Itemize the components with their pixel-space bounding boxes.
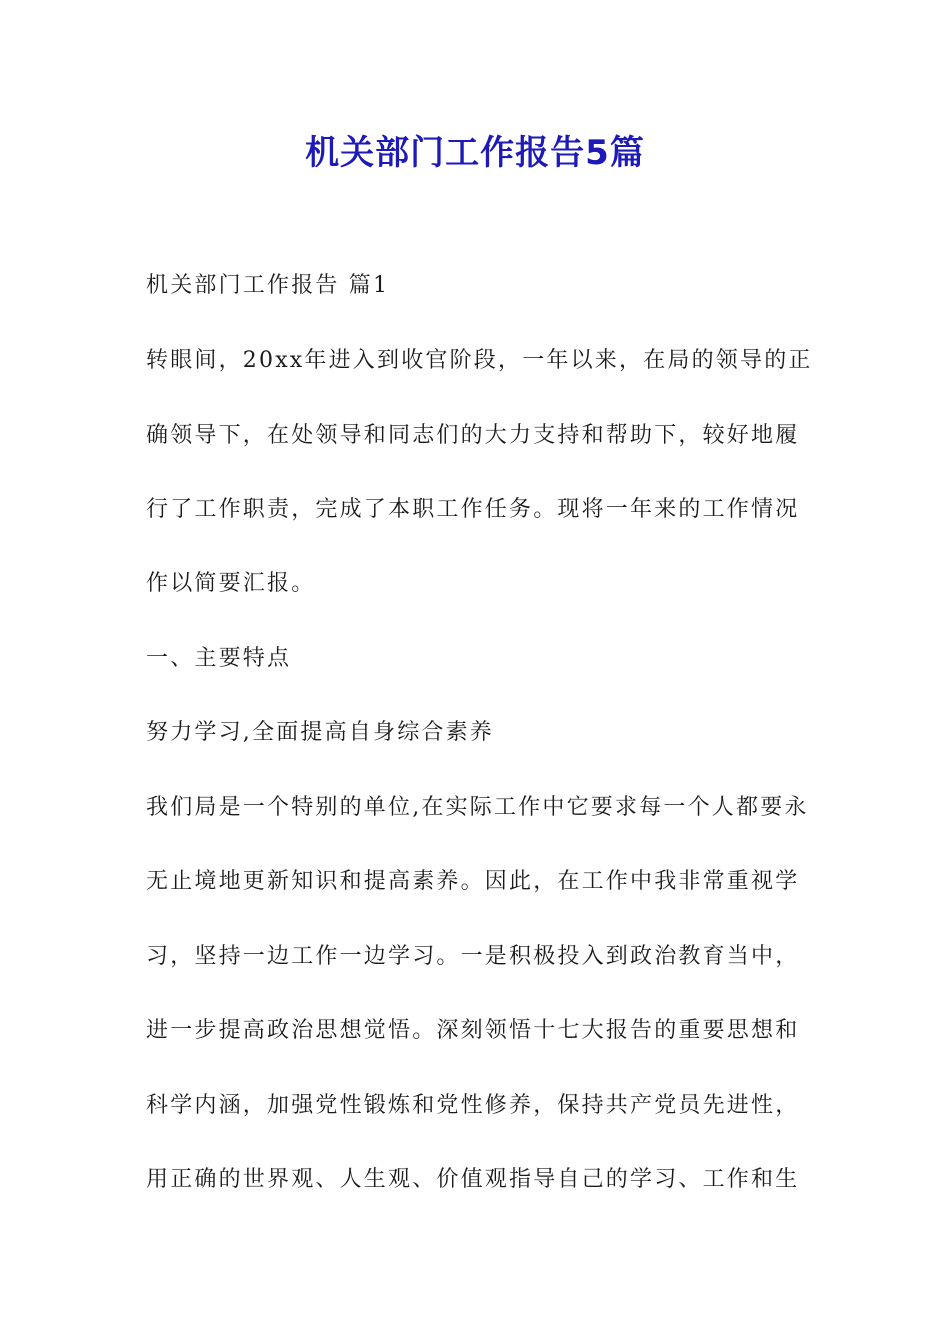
document-title: 机关部门工作报告5篇 (305, 133, 645, 173)
paragraph-line: 无止境地更新知识和提高素养。因此，在工作中我非常重视学 (146, 869, 800, 894)
paragraph-line: 进一步提高政治思想觉悟。深刻领悟十七大报告的重要思想和 (146, 1018, 800, 1043)
paragraph-line: 行了工作职责，完成了本职工作任务。现将一年来的工作情况 (146, 497, 800, 522)
paragraph-line: 用正确的世界观、人生观、价值观指导自己的学习、工作和生 (146, 1167, 800, 1192)
paragraph-line: 确领导下，在处领导和同志们的大力支持和帮助下，较好地履 (146, 423, 800, 448)
paragraph-line: 习，坚持一边工作一边学习。一是积极投入到政治教育当中， (146, 944, 800, 969)
paragraph-line: 我们局是一个特别的单位,在实际工作中它要求每一个人都要永 (146, 795, 809, 820)
paragraph-line: 作以简要汇报。 (146, 571, 316, 596)
subheading: 努力学习,全面提高自身综合素养 (146, 720, 494, 745)
section-heading: 机关部门工作报告 篇1 (146, 273, 390, 298)
paragraph-line: 转眼间，20xx年进入到收官阶段，一年以来，在局的领导的正 (146, 348, 813, 373)
subheading: 一、主要特点 (146, 646, 292, 671)
paragraph-line: 科学内涵，加强党性锻炼和党性修养，保持共产党员先进性， (146, 1093, 800, 1118)
